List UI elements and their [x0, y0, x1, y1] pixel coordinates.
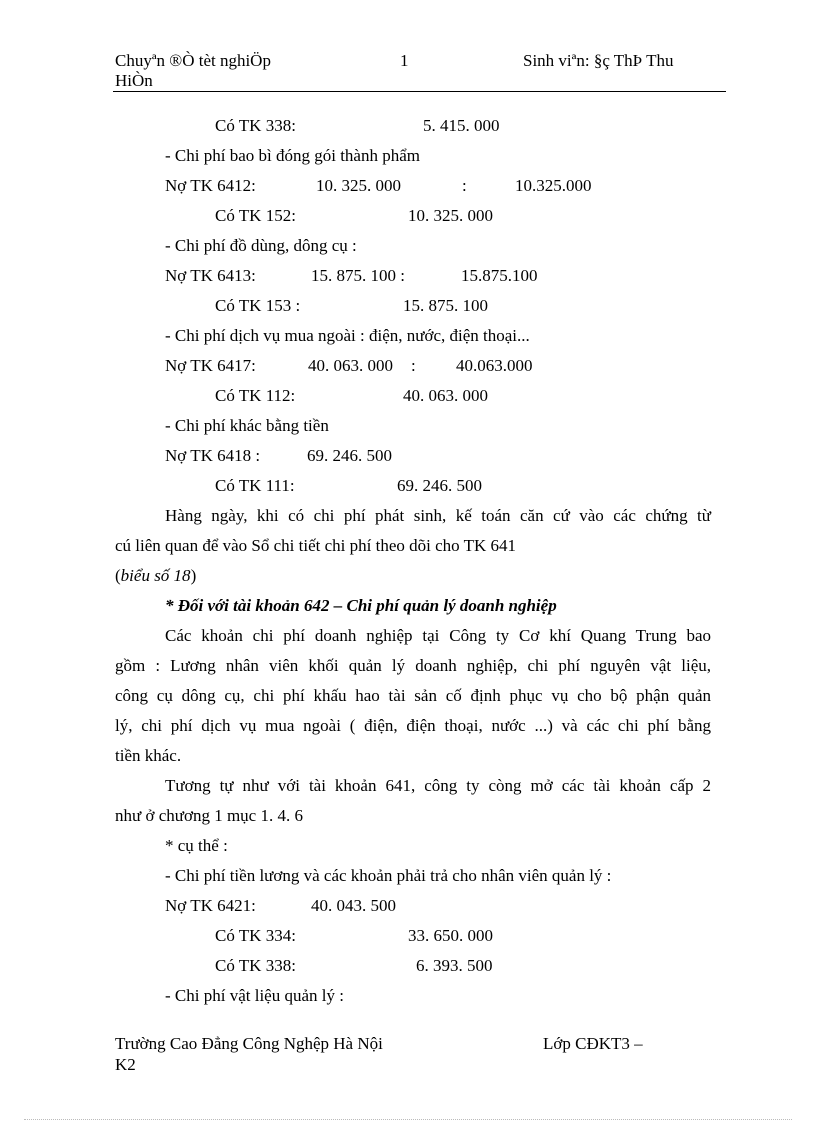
item-material-costs: - Chi phí vật liệu quản lý :	[165, 986, 344, 1005]
item-packaging-cost: - Chi phí bao bì đóng gói thành phẩm	[165, 146, 420, 165]
footer-school-continued: K2	[115, 1055, 136, 1074]
header-title-continued: HiÒn	[115, 71, 153, 90]
item-outsourced-services: - Chi phí dịch vụ mua ngoài : điện, nước, điện thoại...	[165, 326, 530, 345]
appendix-reference: (biểu số 18)	[115, 566, 197, 585]
paragraph-daily-costs-line2: cú liên quan để vào Sổ chi tiết chi phí theo dõi cho TK 641	[115, 536, 516, 555]
item-salary-costs: - Chi phí tiền lương và các khoản phải trả cho nhân viên quản lý :	[165, 866, 612, 885]
header-divider	[113, 91, 726, 92]
paragraph-642-line4: lý, chi phí dịch vụ mua ngoài ( điện, điện thoại, nước ...) và các chi phí bằng	[115, 716, 711, 735]
footer-class: Lớp CĐKT3 –	[543, 1034, 643, 1053]
paragraph-similar-line2: như ở chương 1 mục 1. 4. 6	[115, 806, 303, 825]
page-edge	[24, 1119, 792, 1120]
header-title: Chuyªn ®Ò tèt nghiÖp	[115, 51, 271, 70]
item-tools-cost: - Chi phí đồ dùng, dông cụ :	[165, 236, 357, 255]
paragraph-similar-line1: Tương tự như với tài khoản 641, công ty còng mở các tài khoản cấp 2	[165, 776, 711, 795]
specifics-label: * cụ thể :	[165, 836, 228, 855]
page-number: 1	[400, 51, 409, 70]
paragraph-daily-costs-line1: Hàng ngày, khi có chi phí phát sinh, kế toán căn cứ vào các chứng từ	[165, 506, 711, 525]
paragraph-642-line1: Các khoản chi phí doanh nghiệp tại Công ty Cơ khí Quang Trung bao	[165, 626, 711, 645]
item-other-cash-costs: - Chi phí khác bằng tiền	[165, 416, 329, 435]
header-author: Sinh viªn: §ç ThÞ Thu	[523, 51, 674, 70]
section-heading-642: * Đối với tài khoản 642 – Chi phí quản lý doanh nghiệp	[165, 596, 557, 615]
paragraph-642-line2: gồm : Lương nhân viên khối quản lý doanh nghiệp, chi phí nguyên vật liệu,	[115, 656, 711, 675]
paragraph-642-line5: tiền khác.	[115, 746, 182, 765]
paragraph-642-line3: công cụ dông cụ, chi phí khấu hao tài sản cố định phục vụ cho bộ phận quản	[115, 686, 711, 705]
footer-school: Trường Cao Đẳng Công Nghệp Hà Nội	[115, 1034, 383, 1053]
